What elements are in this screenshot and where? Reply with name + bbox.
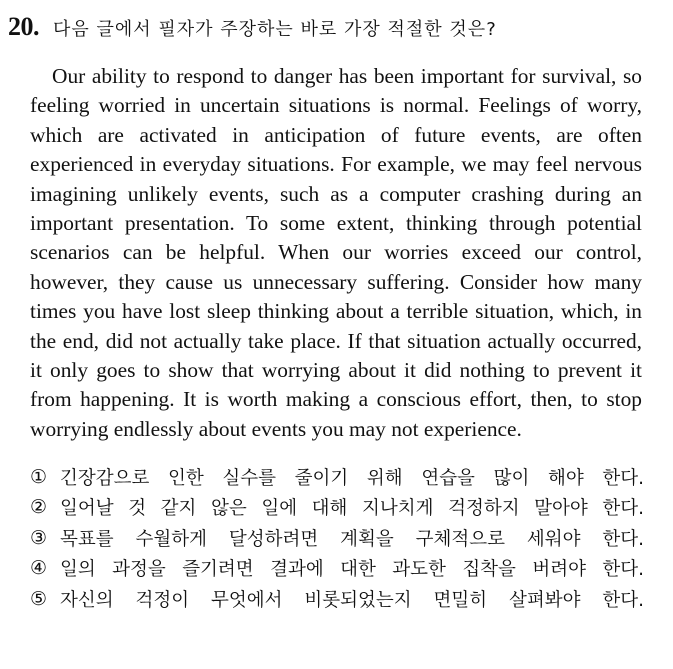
answer-choices <box>30 461 644 614</box>
choice-text: 일의 과정을 즐기려면 결과에 대한 과도한 집착을 버려야 한다. <box>60 559 644 581</box>
choice-marker: ④ <box>30 557 48 580</box>
question-header <box>8 12 647 44</box>
choice-marker: ③ <box>30 526 48 549</box>
choice-text: 긴장감으로 인한 실수를 줄이기 위해 연습을 많이 해야 한다. <box>60 467 644 489</box>
answer-choice-3[interactable] <box>30 522 644 553</box>
choice-marker: ⑤ <box>30 587 48 610</box>
answer-choice-4[interactable] <box>30 553 644 584</box>
choice-marker: ② <box>30 496 48 519</box>
answer-choice-2[interactable] <box>30 492 644 523</box>
choice-marker: ① <box>30 465 48 488</box>
answer-choice-5[interactable] <box>30 583 644 614</box>
answer-choice-1[interactable] <box>30 461 644 492</box>
choice-text: 자신의 걱정이 무엇에서 비롯되었는지 면밀히 살펴봐야 한다. <box>60 589 644 611</box>
question-number: 20. <box>8 12 39 41</box>
choice-text: 일어날 것 같지 않은 일에 대해 지나치게 걱정하지 말아야 한다. <box>60 498 644 520</box>
choice-text: 목표를 수월하게 달성하려면 계획을 구체적으로 세워야 한다. <box>60 528 644 550</box>
reading-passage: Our ability to respond to danger has been important for survival, so feeling worried in uncertain situations is normal. Feelings of worry, which are activated in anticipation of future events, are often experienced in everyday situations. For example, we may feel nervous imagining unlikely events, such as a computer crashing during an important presentation. To some extent, thinking through potential scenarios can be helpful. When our worries exceed our control, however, they cause us unnecessary suffering. Consider how many times you have lost sleep thinking about a terrible situation, which, in the end, did not actually take place. If that situation actually occurred, it only goes to show that worrying about it did nothing to prevent it from happening. It is worth making a conscious effort, then, to stop worrying endlessly about events you may not experience. <box>30 64 642 441</box>
question-prompt: 다음 글에서 필자가 주장하는 바로 가장 적절한 것은? <box>53 19 497 40</box>
